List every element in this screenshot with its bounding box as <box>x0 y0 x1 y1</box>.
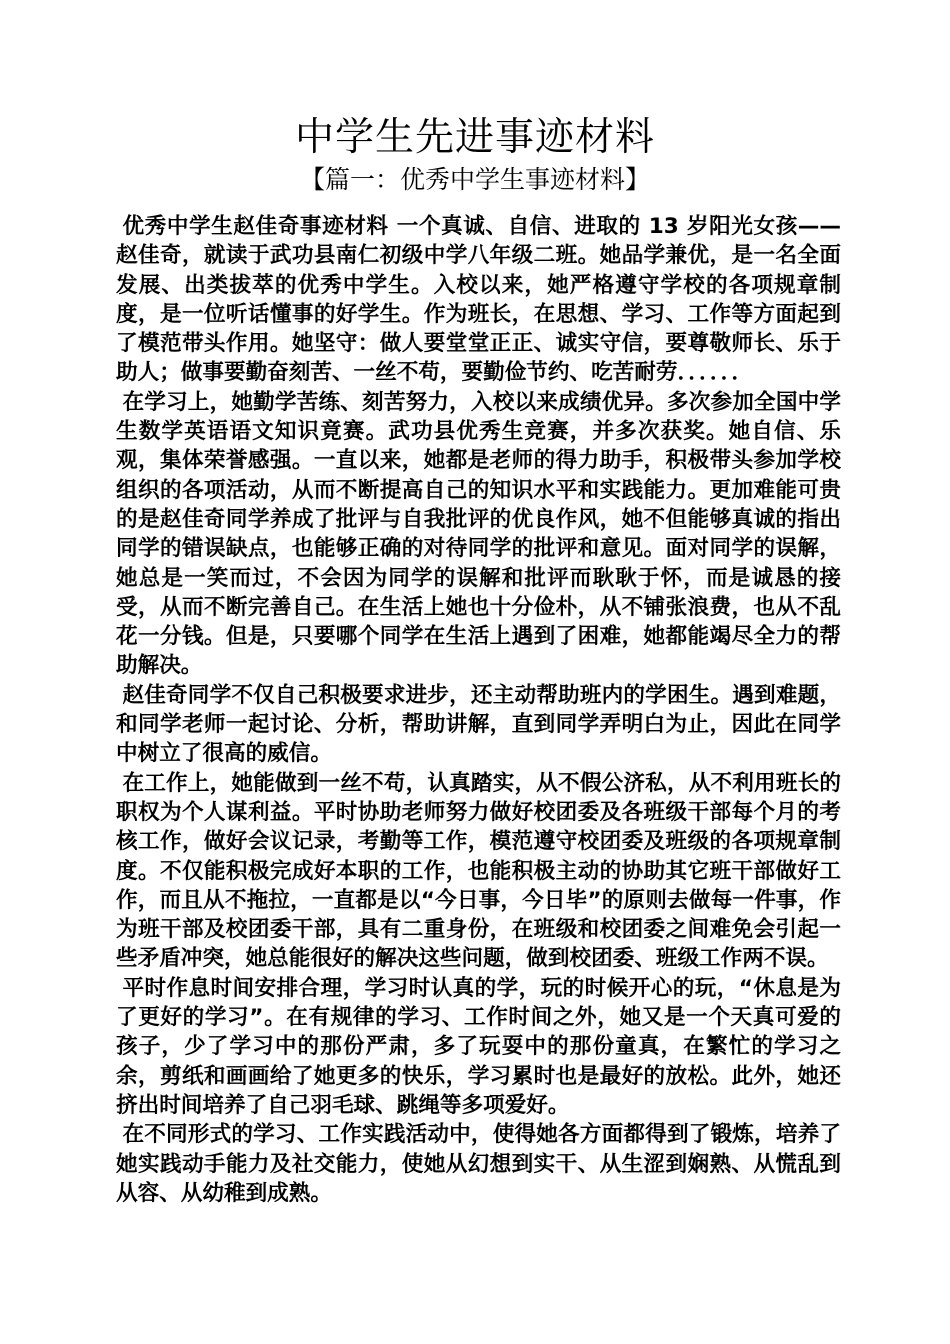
body-paragraph: 在不同形式的学习、工作实践活动中，使得她各方面都得到了锻炼，培养了她实践动手能力及社交能力，使她从幻想到实干、从生涩到娴熟、从慌乱到从容、从幼稚到成熟。 <box>116 1122 841 1206</box>
document-subtitle: 【篇一：优秀中学生事迹材料】 <box>299 165 650 194</box>
document-body <box>116 212 841 1208</box>
body-paragraph: 在学习上，她勤学苦练、刻苦努力，入校以来成绩优异。多次参加全国中学生数学英语语文知识竟赛。武功县优秀生竞赛，并多次获奖。她自信、乐观，集体荣誉感强。一直以来，她都是老师的得力助手，积极带头参加学校组织的各项活动，从而不断提高自己的知识水平和实践能力。更加难能可贵的是赵佳奇同学养成了批评与自我批评的优良作风，她不但能够真诚的指出同学的错误缺点，也能够正确的对待同学的批评和意见。面对同学的误解，她总是一笑而过，不会因为同学的误解和批评而耿耿于怀，而是诚恳的接受，从而不断完善自己。在生活上她也十分俭朴，从不铺张浪费，也从不乱花一分钱。但是，只要哪个同学在生活上遇到了困难，她都能竭尽全力的帮助解决。 <box>116 389 841 679</box>
body-paragraph: 平时作息时间安排合理，学习时认真的学，玩的时候开心的玩，“休息是为了更好的学习”。在有规律的学习、工作时间之外，她又是一个天真可爱的孩子，少了学习中的那份严肃，多了玩耍中的那份童真，在繁忙的学习之余，剪纸和画画给了她更多的快乐，学习累时也是最好的放松。此外，她还挤出时间培养了自己羽毛球、跳绳等多项爱好。 <box>116 975 841 1118</box>
body-paragraph: 优秀中学生赵佳奇事迹材料 一个真诚、自信、进取的 13 岁阳光女孩——赵佳奇，就读于武功县南仁初级中学八年级二班。她品学兼优，是一名全面发展、出类拔萃的优秀中学生。入校以来，她严格遵守学校的各项规章制度，是一位听话懂事的好学生。作为班长，在思想、学习、工作等方面起到了模范带头作用。她坚守：做人要堂堂正正、诚实守信，要尊敬师长、乐于助人；做事要勤奋刻苦、一丝不苟，要勤俭节约、吃苦耐劳．．．．．． <box>116 214 841 386</box>
body-paragraph: 赵佳奇同学不仅自己积极要求进步，还主动帮助班内的学困生。遇到难题，和同学老师一起讨论、分析，帮助讲解，直到同学弄明白为止，因此在同学中树立了很高的威信。 <box>116 682 841 767</box>
body-paragraph: 在工作上，她能做到一丝不苟，认真踏实，从不假公济私，从不利用班长的职权为个人谋利益。平时协助老师努力做好校团委及各班级干部每个月的考核工作，做好会议记录，考勤等工作，模范遵守校团委及班级的各项规章制度。不仅能积极完成好本职的工作，也能积极主动的协助其它班干部做好工作，而且从不拖拉，一直都是以“今日事，今日毕”的原则去做每一件事，作为班干部及校团委干部，具有二重身份，在班级和校团委之间难免会引起一些矛盾冲突，她总能很好的解决这些问题，做到校团委、班级工作两不误。 <box>116 770 841 972</box>
document-title: 中学生先进事迹材料 <box>294 115 655 160</box>
